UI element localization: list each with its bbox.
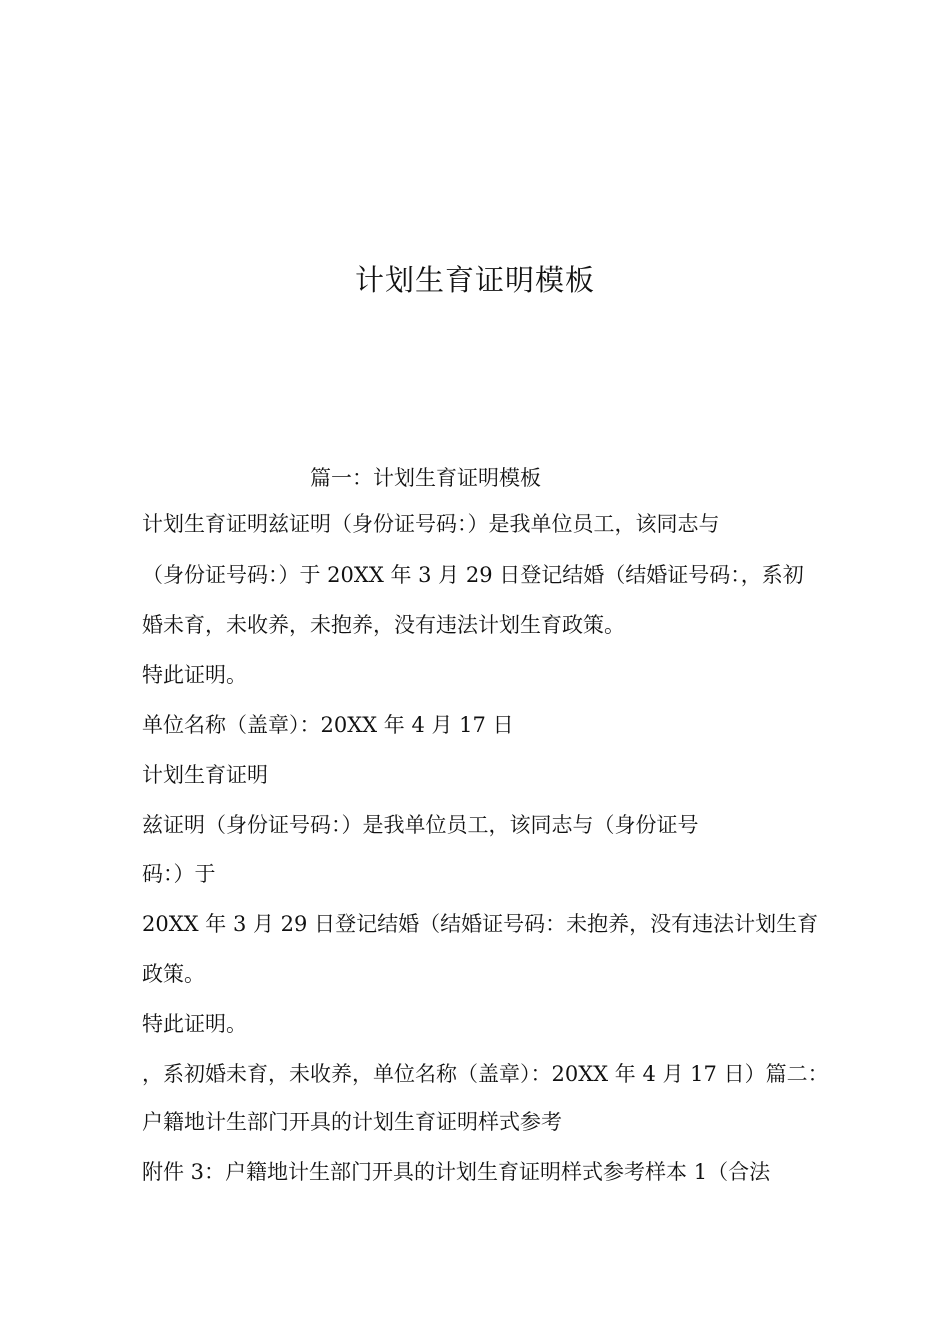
paragraph-line: 特此证明。 — [142, 1012, 247, 1036]
paragraph-line: 计划生育证明 — [142, 763, 268, 787]
paragraph-line: 计划生育证明兹证明（身份证号码：）是我单位员工，该同志与 — [142, 512, 720, 536]
paragraph-line: （身份证号码：）于 20XX 年 3 月 29 日登记结婚（结婚证号码：，系初 — [142, 563, 804, 587]
paragraph-line: ，系初婚未育，未收养，单位名称（盖章）：20XX 年 4 月 17 日）篇二： — [142, 1062, 829, 1086]
document-title: 计划生育证明模板 — [354, 263, 595, 297]
paragraph-line: 婚未育，未收养，未抱养，没有违法计划生育政策。 — [142, 613, 625, 637]
section-heading: 篇一：计划生育证明模板 — [310, 466, 541, 490]
paragraph-line: 单位名称（盖章）：20XX 年 4 月 17 日 — [142, 713, 514, 737]
paragraph-line: 特此证明。 — [142, 663, 247, 687]
paragraph-line: 20XX 年 3 月 29 日登记结婚（结婚证号码：未抱养，没有违法计划生育 — [142, 912, 819, 936]
paragraph-line: 附件 3：户籍地计生部门开具的计划生育证明样式参考样本 1（合法 — [142, 1160, 771, 1184]
paragraph-line: 户籍地计生部门开具的计划生育证明样式参考 — [142, 1110, 562, 1134]
paragraph-line: 政策。 — [142, 962, 205, 986]
paragraph-line: 兹证明（身份证号码：）是我单位员工，该同志与（身份证号 — [142, 813, 699, 837]
paragraph-line: 码：）于 — [142, 862, 216, 886]
